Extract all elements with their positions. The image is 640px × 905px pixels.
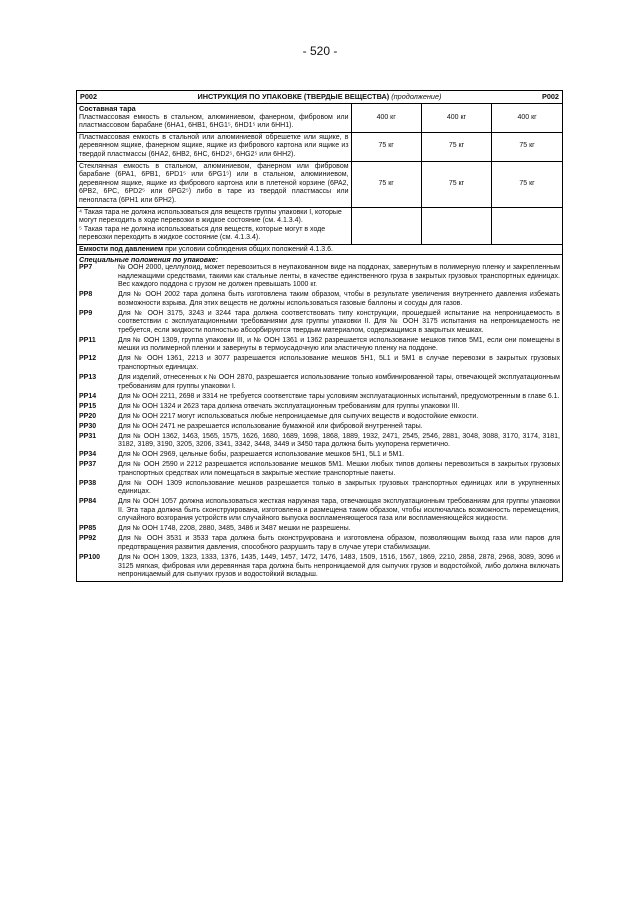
- provision-code: PP100: [79, 553, 101, 561]
- provision-pp38: [77, 480, 562, 497]
- provision-text: Для № ООН 2969, цельные бобы, разрешается использование мешков 5H1, 5L1 и 5M1.: [118, 451, 405, 459]
- instruction-title-wrap: [97, 91, 542, 103]
- combination-desc-text-1: Пластмассовая емкость в стальном, алюминиевом, фанерном, фибровом или пластмассовом барабане (6HA1, 6HB1, 6HG1⁵, 6HD1⁵ или 6HH1).: [79, 113, 349, 130]
- provision-code: PP12: [79, 355, 97, 363]
- provision-pp84: [77, 498, 562, 524]
- provision-pp7: [77, 264, 562, 290]
- combination-packaging-table: [77, 104, 562, 245]
- provision-pp20: [77, 413, 562, 422]
- provision-text: Для № ООН 1748, 2208, 2880, 3485, 3486 и 3487 мешки не разрешены.: [118, 525, 351, 533]
- provision-pp11: [77, 337, 562, 354]
- provision-text: Для № ООН 1362, 1463, 1565, 1575, 1626, 1680, 1689, 1698, 1868, 1889, 1932, 2471, 2545, 2546, 2881, 3048, 3088, 3170, 3174, 3181, 3182, 3189, 3190, 3205, 3206, 3341, 3342, 3448, 3449 и 3450 тара должна быть укупорена герметично.: [118, 432, 560, 449]
- combination-title: Составная тара: [79, 104, 136, 113]
- provision-code: PP14: [79, 392, 97, 400]
- provision-code: PP8: [79, 291, 93, 299]
- combination-row-1: [77, 104, 562, 132]
- instruction-header: [77, 91, 562, 104]
- combination-value-2-1: 75 кг: [351, 132, 421, 161]
- provision-code: PP7: [79, 263, 93, 271]
- combination-value-2-2: 75 кг: [421, 132, 491, 161]
- provision-pp37: [77, 461, 562, 478]
- pressure-receptacles-line: [77, 245, 562, 255]
- footnote-5: ⁵ Такая тара не должна использоваться для веществ, которые могут в ходе перевозки переходить в жидкое состояние (см. 4.1.3.4).: [79, 225, 326, 242]
- combination-row-3: [77, 161, 562, 207]
- provision-code: PP92: [79, 535, 97, 543]
- provision-text: Для № ООН 1057 должна использоваться жесткая наружная тара, отвечающая эксплуатационным требованиям для группы упаковки II. Эта тара должна быть сконструирована, изготовлена и размещена таким образом, чтобы исключалась возможность перемещения, случайного возгорания устройств или случайного выпуска воспламеняющегося газа или воспламеняющейся жидкости.: [118, 498, 560, 523]
- provision-text: Для № ООН 1309, группа упаковки III, и № ООН 1361 и 1362 разрешается использование мешков типов 5M1, если они помещены в мешки из полимерной пленки и завернуты в термоусадочную или эластичную пленку на поддоне.: [118, 336, 560, 353]
- provision-text: Для № ООН 3175, 3243 и 3244 тара должна соответствовать типу конструкции, прошедшей испытание на непроницаемость в соответствии с эксплуатационными требованиями для группы упаковки II. Для № ООН 3175 испытания на непроницаемость не требуется, если жидкости полностью абсорбируются твердым материалом, содержащимся в закрытых мешках.: [118, 309, 560, 334]
- combination-value-3-2: 75 кг: [421, 161, 491, 207]
- combination-desc-2: Пластмассовая емкость в стальной или алюминиевой обрешетке или ящике, в деревянном ящике, фанерном ящике, ящике из фибрового картона или ящике из твердой пластмассы (6HA2, 6HB2, 6HC, 6HD2⁵, 6HG2⁵ или 6HH2).: [77, 132, 351, 161]
- provision-text: Для № ООН 3531 и 3533 тара должна быть сконструирована и изготовлена образом, позволяющим выход газа или паров для предотвращения развития давления, способного разрушить тару в случае утери стабилизации.: [118, 535, 560, 551]
- provision-pp34: [77, 451, 562, 460]
- pressure-receptacles-text: при условии соблюдения общих положений 4.1.3.6.: [163, 245, 333, 253]
- provision-code: PP15: [79, 402, 97, 410]
- footnotes: [77, 207, 351, 244]
- provision-text: Для № ООН 1309, 1323, 1333, 1376, 1435, 1449, 1457, 1472, 1476, 1483, 1509, 1516, 1567, 1869, 2210, 2858, 2878, 2968, 3089, 3096 и 3125 мягкая, фибровая или деревянная тара должна быть непроницаемой для сыпучих грузов и водостойкой, либо должна включать непроницаемый для сыпучих грузов и водостойкий вкладыш.: [118, 553, 560, 579]
- combination-notes-row: [77, 207, 562, 244]
- provision-text: Для № ООН 2590 и 2212 разрешается использование мешков 5M1. Мешки любых типов должны перевозиться в закрытых грузовых транспортных средствах или помещаться в закрытые жесткие транспортные пакеты.: [118, 461, 560, 477]
- instruction-title: ИНСТРУКЦИЯ ПО УПАКОВКЕ (ТВЕРДЫЕ ВЕЩЕСТВА): [197, 92, 390, 101]
- combination-desc-1: [77, 104, 351, 132]
- provision-code: PP13: [79, 373, 97, 381]
- provision-text: Для № ООН 1309 использование мешков разрешается только в закрытых грузовых транспортных единицах или в укрупненных единицах.: [118, 479, 560, 496]
- pressure-receptacles-label: Емкости под давлением: [79, 245, 164, 253]
- combination-value-1-3: 400 кг: [492, 104, 562, 132]
- provision-text: Для изделий, отнесенных к № ООН 2870, разрешается использование только комбинированной тары, отвечающей эксплуатационным требованиям для группы упаковки I.: [118, 373, 560, 390]
- provision-text: № ООН 2000, целлулоид, может перевозиться в неупакованном виде на поддонах, завернутым в полимерную пленку и закрепленным надлежащими средствами, такими как стальные ленты, в качестве единственного груза в закрытых грузовых транспортных единицах. Вес каждого поддона с грузом не должен превышать 1000 кг.: [118, 263, 560, 289]
- provision-code: PP85: [79, 525, 97, 533]
- packing-instruction-frame: [76, 90, 563, 582]
- combination-value-2-3: 75 кг: [492, 132, 562, 161]
- continued-label: (продолжение): [391, 92, 442, 101]
- provision-code: PP37: [79, 461, 97, 469]
- provision-text: Для № ООН 2217 могут использоваться любые непроницаемые для сыпучих веществ и водостойкие емкости.: [118, 412, 479, 420]
- provision-code: PP84: [79, 498, 97, 506]
- provision-text: Для № ООН 1324 и 2623 тара должна отвечать эксплуатационным требованиям для группы упаковки III.: [118, 402, 460, 410]
- combination-value-1-1: 400 кг: [351, 104, 421, 132]
- provision-text: Для № ООН 2002 тара должна быть изготовлена таким образом, чтобы в результате увеличения внутреннего давления избежать возможности взрыва. Для этих веществ не должны использоваться газовые баллоны и сосуды для газов.: [118, 291, 560, 307]
- footnote-4: ⁴ Такая тара не должна использоваться для веществ группы упаковки I, которые могут переходить в ходе перевозки в жидкое состояние (см. 4.1.3.4).: [79, 208, 342, 225]
- provision-pp8: [77, 291, 562, 308]
- provision-code: PP38: [79, 479, 97, 487]
- provision-pp100: [77, 554, 562, 580]
- notes-empty-cell-3: [492, 207, 562, 244]
- combination-value-1-2: 400 кг: [421, 104, 491, 132]
- instruction-code-left: P002: [80, 92, 98, 101]
- provision-pp85: [77, 525, 562, 534]
- provision-code: PP34: [79, 451, 97, 459]
- combination-value-3-3: 75 кг: [492, 161, 562, 207]
- combination-value-3-1: 75 кг: [351, 161, 421, 207]
- notes-empty-cell-2: [421, 207, 491, 244]
- special-provisions-title: Специальные положения по упаковке:: [79, 254, 219, 264]
- provision-pp30: [77, 423, 562, 432]
- page-number: - 520 -: [302, 44, 338, 58]
- combination-desc-3: Стеклянная емкость в стальном, алюминиевом, фанерном или фибровом барабане (6PA1, 6PB1, 6PD1⁵ или 6PG1⁵) или в стальном, алюминиевом, деревянном ящике, ящике из фибрового картона или в плетеной корзине (6PA2, 6PB2, 6PC, 6PD2⁵ или 6PG2⁵) либо в таре из твердой пластмассы или пенопласта (6PH1 или 6PH2).: [77, 161, 351, 207]
- provision-code: PP31: [79, 432, 97, 440]
- provision-pp92: [77, 535, 562, 552]
- provision-text: Для № ООН 1361, 2213 и 3077 разрешается использование мешков 5H1, 5L1 и 5M1 в случае перевозки в закрытых грузовых транспортных единицах.: [118, 355, 560, 371]
- provision-code: PP20: [79, 412, 97, 420]
- provision-code: PP9: [79, 309, 93, 317]
- provision-pp31: [77, 433, 562, 450]
- provision-text: Для № ООН 2211, 2698 и 3314 не требуется соответствие тары условиям эксплуатационных испытаний, предусмотренным в главе 6.1.: [118, 392, 560, 400]
- provision-pp12: [77, 355, 562, 372]
- notes-empty-cell-1: [351, 207, 421, 244]
- provision-pp9: [77, 310, 562, 336]
- combination-row-2: [77, 132, 562, 161]
- special-provisions-list: [77, 264, 562, 580]
- provision-code: PP11: [79, 336, 96, 344]
- instruction-code-right: P002: [541, 92, 559, 101]
- provision-pp14: [77, 393, 562, 402]
- provision-code: PP30: [79, 422, 97, 430]
- provision-pp13: [77, 374, 562, 391]
- provision-pp15: [77, 403, 562, 412]
- provision-text: Для № ООН 2471 не разрешается использование бумажной или фибровой внутренней тары.: [118, 422, 423, 430]
